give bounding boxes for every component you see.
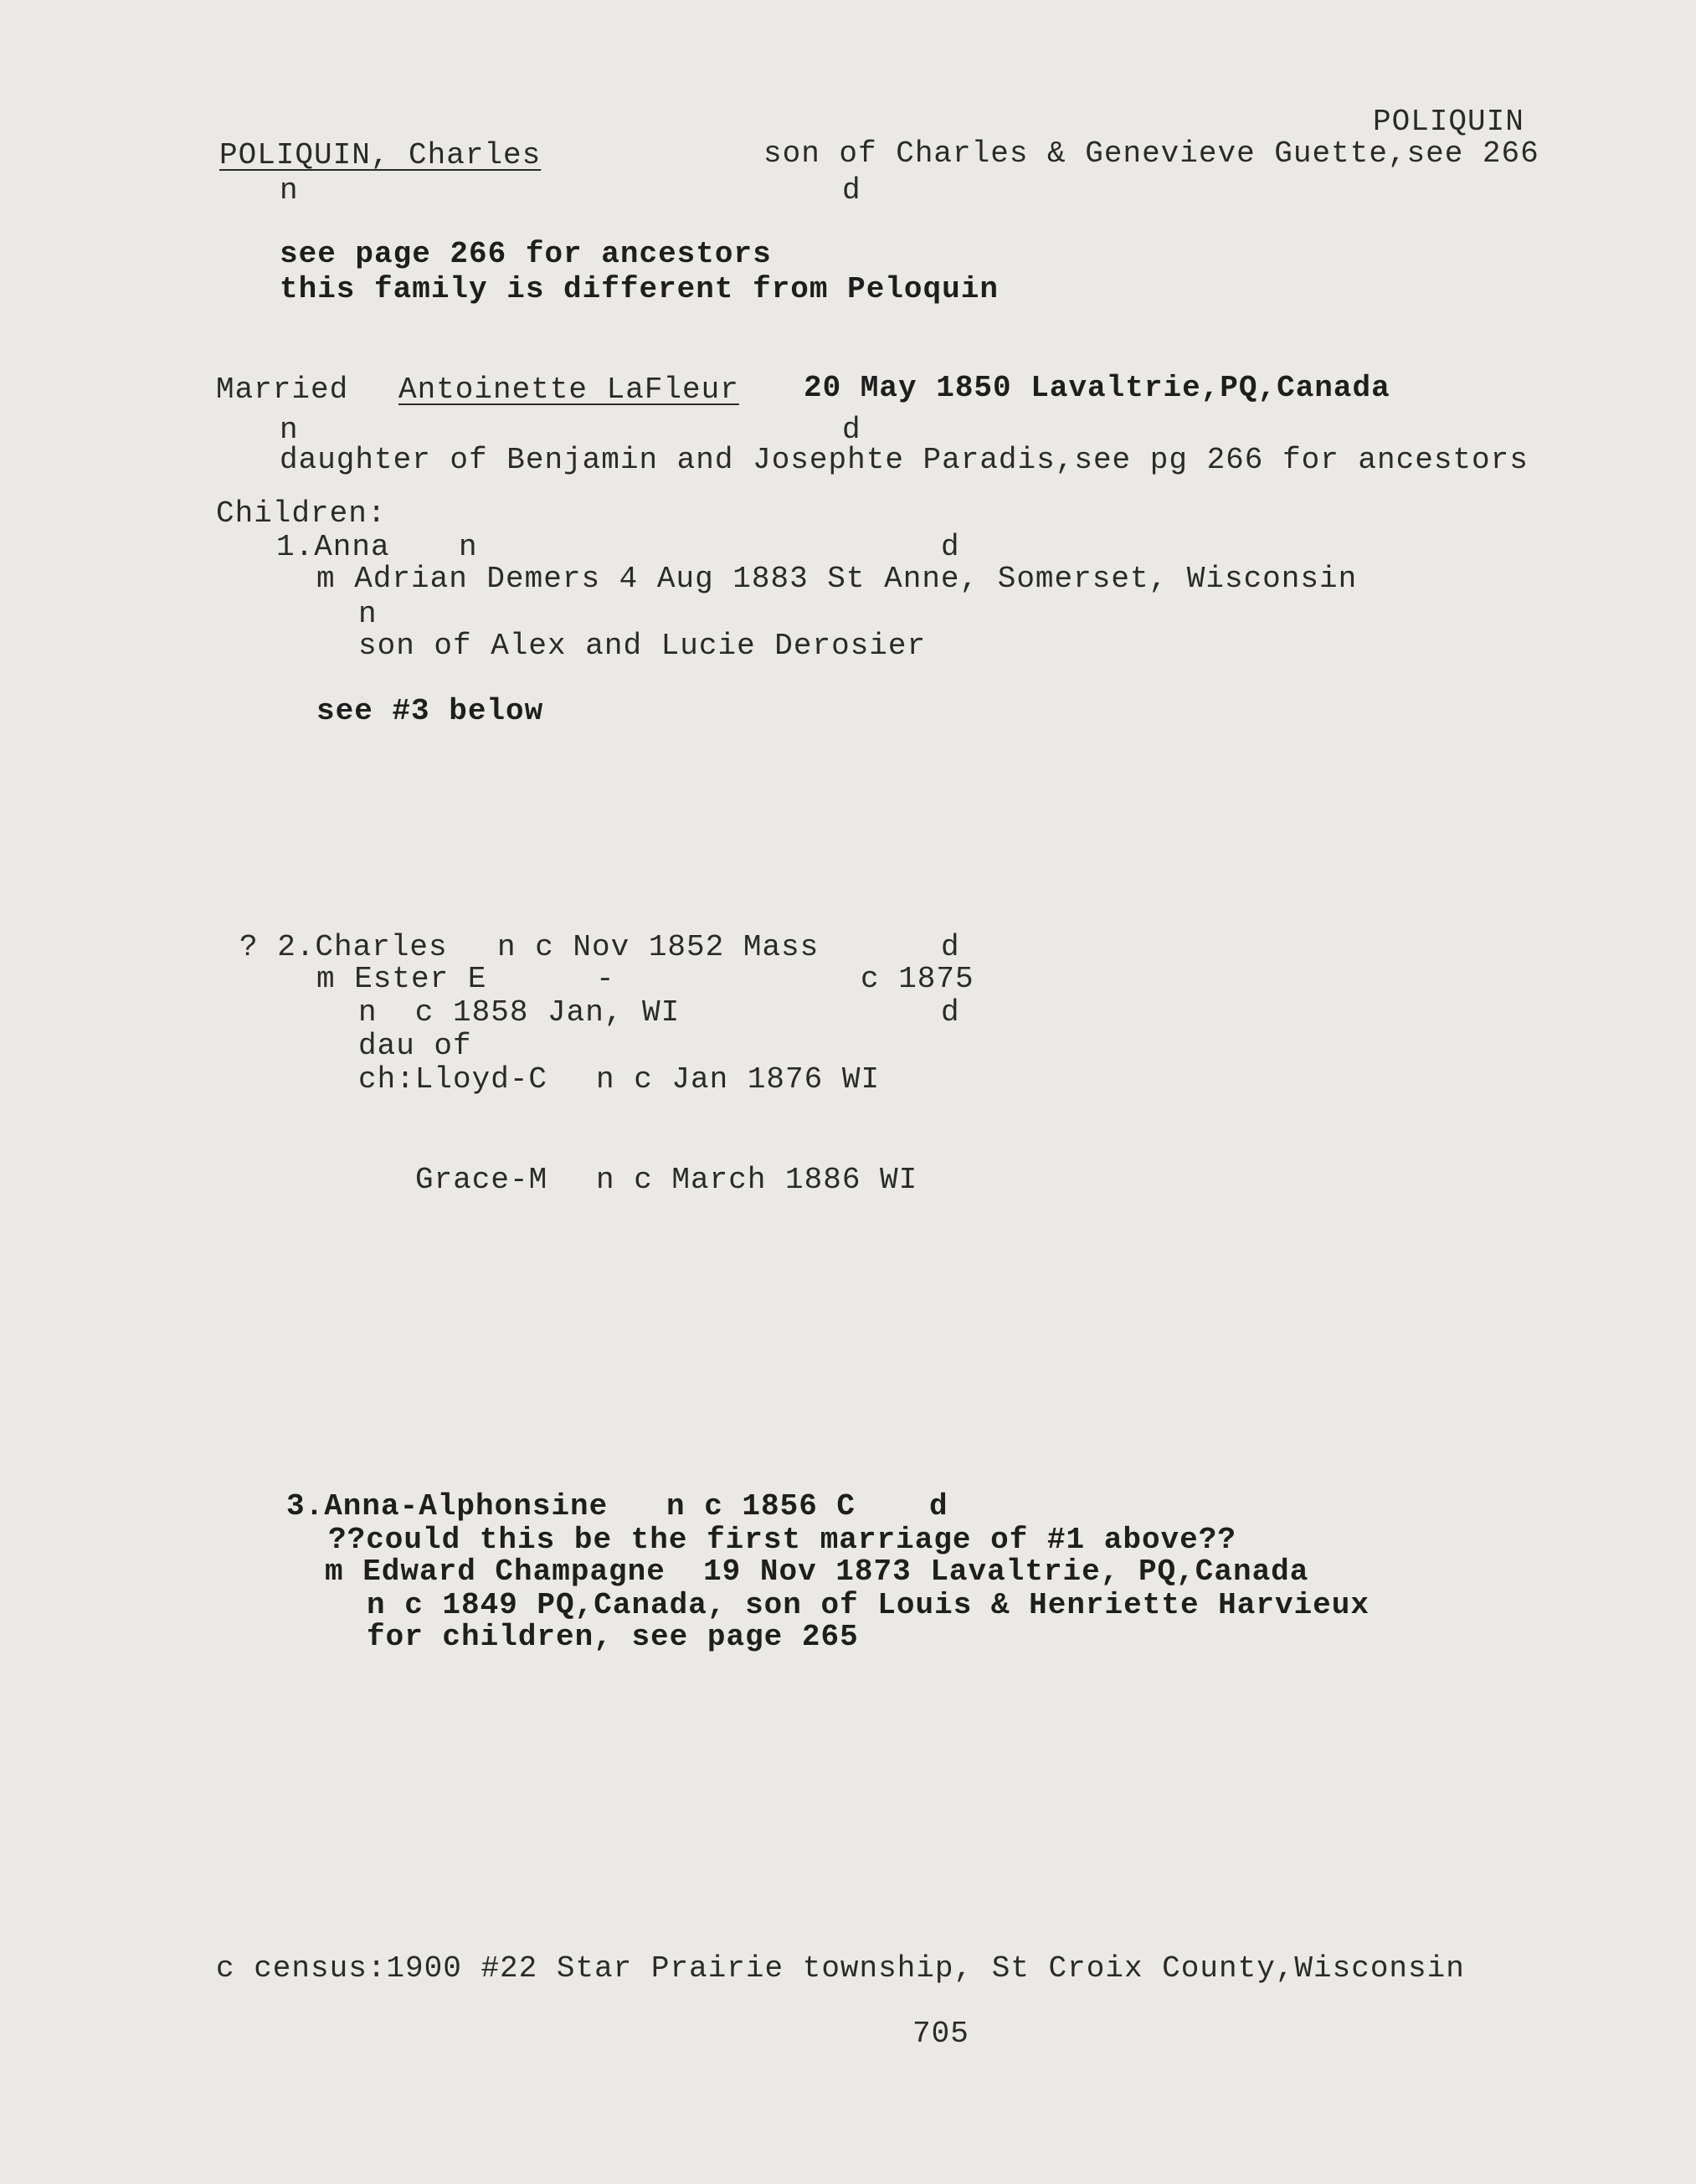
subject-death-label: d — [842, 173, 861, 208]
child1-marriage: m Adrian Demers 4 Aug 1883 St Anne, Somerset, Wisconsin — [316, 562, 1358, 596]
child1-note: see #3 below — [316, 694, 544, 728]
child1-spouse-parents: son of Alex and Lucie Derosier — [358, 629, 927, 663]
child2-birth: n c Nov 1852 Mass — [497, 930, 820, 964]
children-heading: Children: — [216, 496, 387, 531]
spouse-name: Antoinette LaFleur — [398, 373, 739, 407]
grandchild1-birth: n c Jan 1876 WI — [596, 1062, 881, 1097]
child3-question: ??could this be the first marriage of #1 above?? — [328, 1523, 1236, 1557]
spouse-parents: daughter of Benjamin and Josephte Paradis,see pg 266 for ancestors — [280, 443, 1529, 477]
page-number: 705 — [912, 2017, 969, 2051]
subject-parentage: son of Charles & Genevieve Guette,see 266 — [763, 136, 1539, 171]
surname-tag: POLIQUIN — [1373, 105, 1524, 139]
grandchild2-name: Grace-M — [415, 1163, 548, 1197]
child1-birth-label: n — [459, 530, 478, 564]
spouse-birth-label: n — [280, 413, 299, 447]
census-note: c census:1900 #22 Star Prairie township, St Croix County,Wisconsin — [216, 1951, 1465, 1986]
child3-death-label: d — [929, 1489, 948, 1524]
child2-death-label: d — [941, 930, 960, 964]
child3-spouse-info: n c 1849 PQ,Canada, son of Louis & Henriette Harvieux — [367, 1588, 1370, 1622]
marriage-details: 20 May 1850 Lavaltrie,PQ,Canada — [804, 371, 1390, 405]
subject-birth-label: n — [280, 173, 299, 208]
grandchild2-birth: n c March 1886 WI — [596, 1163, 918, 1197]
child2-marriage: m Ester E — [316, 962, 487, 996]
ancestors-note: see page 266 for ancestors — [280, 237, 772, 271]
child2-spouse-birth: n c 1858 Jan, WI — [358, 995, 681, 1030]
married-label: Married — [216, 373, 349, 407]
child3-name: 3.Anna-Alphonsine — [286, 1489, 609, 1524]
family-note: this family is different from Peloquin — [280, 272, 999, 306]
child2-spouse-parents: dau of — [358, 1029, 472, 1063]
spouse-death-label: d — [842, 413, 861, 447]
subject-name: POLIQUIN, Charles — [219, 138, 542, 172]
child1-death-label: d — [941, 530, 960, 564]
child2-marriage-dash: - — [596, 962, 615, 996]
child1-name: 1.Anna — [276, 530, 390, 564]
grandchild1-name: ch:Lloyd-C — [358, 1062, 548, 1097]
child3-marriage: m Edward Champagne 19 Nov 1873 Lavaltrie, PQ,Canada — [325, 1554, 1309, 1589]
child1-spouse-birth-label: n — [358, 597, 378, 631]
child2-spouse-death-label: d — [941, 995, 960, 1030]
child2-name: ? 2.Charles — [239, 930, 448, 964]
child2-marriage-year: c 1875 — [861, 962, 974, 996]
child3-children-ref: for children, see page 265 — [367, 1620, 859, 1654]
child3-birth: n c 1856 C — [666, 1489, 856, 1524]
